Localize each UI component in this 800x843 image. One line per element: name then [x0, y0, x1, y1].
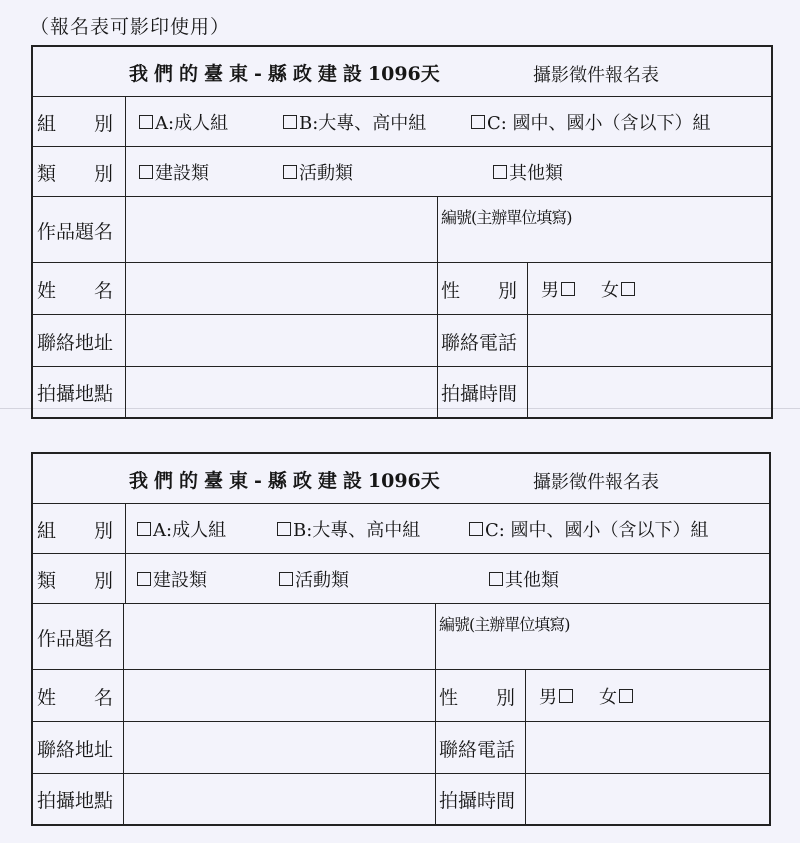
- serial-label: 編號(主辦單位填寫): [441, 208, 572, 227]
- group-row: [33, 504, 769, 554]
- checkbox[interactable]: [621, 282, 635, 296]
- checkbox[interactable]: [471, 115, 485, 129]
- category-option-construction[interactable]: 建設類: [139, 147, 209, 197]
- checkbox[interactable]: [559, 689, 573, 703]
- form-subtitle: 攝影徵件報名表: [533, 472, 659, 493]
- address-row: [33, 722, 769, 774]
- category-option-other[interactable]: 其他類: [489, 554, 559, 604]
- serial-label: 編號(主辦單位填寫): [439, 615, 570, 634]
- category-label: 類 別: [37, 162, 114, 185]
- time-label: 拍攝時間: [439, 789, 516, 812]
- category-row: [33, 554, 769, 604]
- location-label: 拍攝地點: [37, 789, 114, 812]
- checkbox[interactable]: [283, 115, 297, 129]
- group-option-a[interactable]: A:成人組: [137, 504, 226, 554]
- time-label: 拍攝時間: [441, 382, 518, 405]
- group-option-a[interactable]: A:成人組: [139, 97, 228, 147]
- checkbox[interactable]: [493, 165, 507, 179]
- location-label: 拍攝地點: [37, 382, 114, 405]
- phone-label: 聯絡電話: [441, 331, 518, 354]
- category-option-other[interactable]: 其他類: [493, 147, 563, 197]
- work-title-row: [33, 604, 769, 670]
- form-title: 我們的臺東-縣政建設1096天: [129, 63, 446, 85]
- category-option-activity[interactable]: 活動類: [279, 554, 349, 604]
- group-row: [33, 97, 771, 147]
- gender-label: 性 別: [439, 686, 516, 709]
- category-option-construction[interactable]: 建設類: [137, 554, 207, 604]
- checkbox[interactable]: [137, 522, 151, 536]
- work-title-label: 作品題名: [37, 627, 114, 650]
- checkbox[interactable]: [279, 572, 293, 586]
- checkbox[interactable]: [277, 522, 291, 536]
- name-row: [33, 263, 771, 315]
- gender-male-option[interactable]: 男: [541, 263, 577, 315]
- gender-label: 性 別: [441, 279, 518, 302]
- checkbox[interactable]: [139, 115, 153, 129]
- checkbox[interactable]: [561, 282, 575, 296]
- checkbox[interactable]: [139, 165, 153, 179]
- checkbox[interactable]: [469, 522, 483, 536]
- gender-female-option[interactable]: 女: [599, 670, 635, 722]
- location-row: [33, 367, 771, 417]
- form-title: 我們的臺東-縣政建設1096天: [129, 470, 446, 492]
- group-label: 組 別: [37, 519, 114, 542]
- form-title-row: [33, 47, 771, 97]
- work-title-label: 作品題名: [37, 220, 114, 243]
- group-option-b[interactable]: B:大專、高中組: [283, 97, 426, 147]
- name-row: [33, 670, 769, 722]
- group-label: 組 別: [37, 112, 114, 135]
- checkbox[interactable]: [489, 572, 503, 586]
- registration-form-1: [31, 45, 773, 419]
- group-option-c[interactable]: C: 國中、國小（含以下）組: [469, 504, 709, 554]
- group-option-c[interactable]: C: 國中、國小（含以下）組: [471, 97, 711, 147]
- checkbox[interactable]: [137, 572, 151, 586]
- phone-label: 聯絡電話: [439, 738, 516, 761]
- checkbox[interactable]: [619, 689, 633, 703]
- address-row: [33, 315, 771, 367]
- address-label: 聯絡地址: [37, 331, 114, 354]
- location-row: [33, 774, 769, 824]
- category-label: 類 別: [37, 569, 114, 592]
- name-label: 姓 名: [37, 686, 114, 709]
- category-option-activity[interactable]: 活動類: [283, 147, 353, 197]
- form-subtitle: 攝影徵件報名表: [533, 65, 659, 86]
- copy-note: （報名表可影印使用）: [30, 16, 231, 38]
- work-title-row: [33, 197, 771, 263]
- category-row: [33, 147, 771, 197]
- gender-male-option[interactable]: 男: [539, 670, 575, 722]
- name-label: 姓 名: [37, 279, 114, 302]
- address-label: 聯絡地址: [37, 738, 114, 761]
- registration-form-2: [31, 452, 771, 826]
- gender-female-option[interactable]: 女: [601, 263, 637, 315]
- group-option-b[interactable]: B:大專、高中組: [277, 504, 420, 554]
- checkbox[interactable]: [283, 165, 297, 179]
- form-title-row: [33, 454, 769, 504]
